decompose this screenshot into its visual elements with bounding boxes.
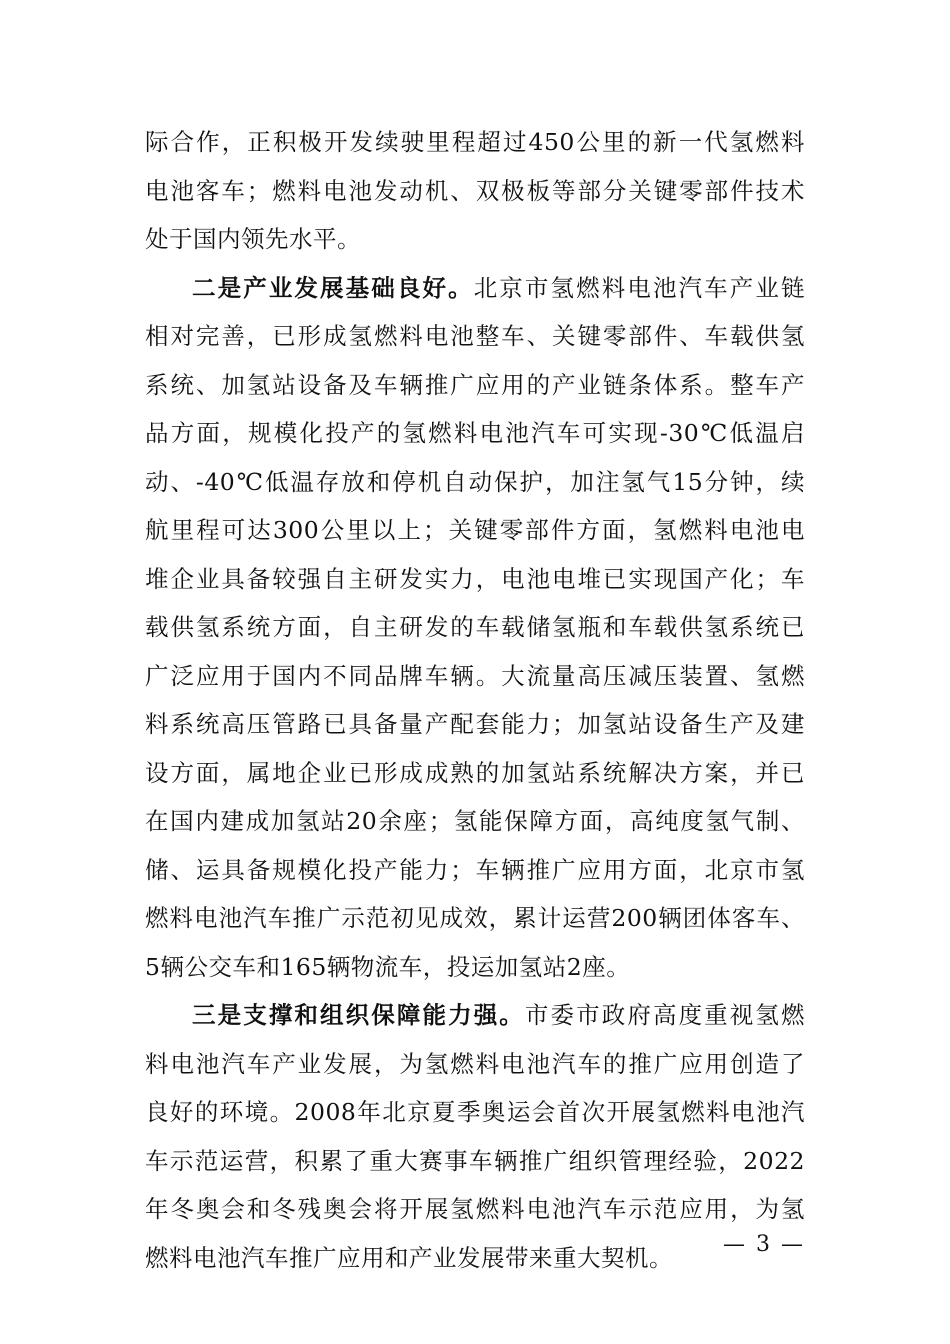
text-line: 动、-40℃低温存放和停机自动保护，加注氢气15分钟，续 (145, 467, 805, 496)
text-line: 料系统高压管路已具备量产配套能力；加氢站设备生产及建 (145, 710, 805, 738)
paragraph-2-first-line: 北京市氢燃料电池汽车产业链 (473, 273, 806, 302)
paragraph-3 (145, 991, 805, 1282)
text-line: 在国内建成加氢站20余座；氢能保障方面，高纯度氢气制、 (145, 807, 805, 835)
text-line: 料电池汽车产业发展，为氢燃料电池汽车的推广应用创造了 (145, 1049, 805, 1078)
page-number: — 3 — (723, 1232, 805, 1257)
text-line: 相对完善，已形成氢燃料电池整车、关键零部件、车载供氢 (145, 322, 805, 350)
text-line: 年冬奥会和冬残奥会将开展氢燃料电池汽车示范应用，为氢 (145, 1195, 805, 1223)
text-line: 堆企业具备较强自主研发实力，电池电堆已实现国产化；车 (145, 564, 805, 593)
paragraph-2-lead: 二是产业发展基础良好。 (192, 273, 474, 302)
text-line (145, 991, 805, 1040)
text-line: 电池客车；燃料电池发动机、双极板等部分关键零部件技术 (145, 176, 805, 205)
paragraph-2 (145, 264, 805, 992)
document-body (145, 118, 805, 1282)
text-line: 燃料电池汽车推广应用和产业发展带来重大契机。 (145, 1243, 673, 1272)
text-line: 处于国内领先水平。 (145, 225, 361, 253)
text-line: 载供氢系统方面，自主研发的车载储氢瓶和车载供氢系统已 (145, 613, 805, 641)
text-line: 燃料电池汽车推广示范初见成效，累计运营200辆团体客车、 (145, 904, 805, 932)
text-line (145, 264, 805, 313)
text-line: 广泛应用于国内不同品牌车辆。大流量高压减压装置、氢燃 (145, 661, 805, 690)
text-line: 系统、加氢站设备及车辆推广应用的产业链条体系。整车产 (145, 370, 805, 399)
text-line: 车示范运营，积累了重大赛事车辆推广组织管理经验，2022 (145, 1146, 805, 1175)
text-line: 5辆公交车和165辆物流车，投运加氢站2座。 (145, 952, 631, 981)
text-line: 际合作，正积极开发续驶里程超过450公里的新一代氢燃料 (145, 128, 805, 156)
paragraph-1 (145, 118, 805, 264)
text-line: 储、运具备规模化投产能力；车辆推广应用方面，北京市氢 (145, 855, 805, 884)
text-line: 品方面，规模化投产的氢燃料电池汽车可实现-30℃低温启 (145, 419, 805, 447)
text-line: 良好的环境。2008年北京夏季奥运会首次开展氢燃料电池汽 (145, 1098, 805, 1126)
paragraph-3-first-line: 市委市政府高度重视氢燃 (524, 1001, 806, 1029)
text-line: 设方面，属地企业已形成成熟的加氢站系统解决方案，并已 (145, 758, 805, 787)
text-line: 航里程可达300公里以上；关键零部件方面，氢燃料电池电 (145, 516, 805, 544)
paragraph-3-lead: 三是支撑和组织保障能力强。 (192, 1001, 525, 1029)
